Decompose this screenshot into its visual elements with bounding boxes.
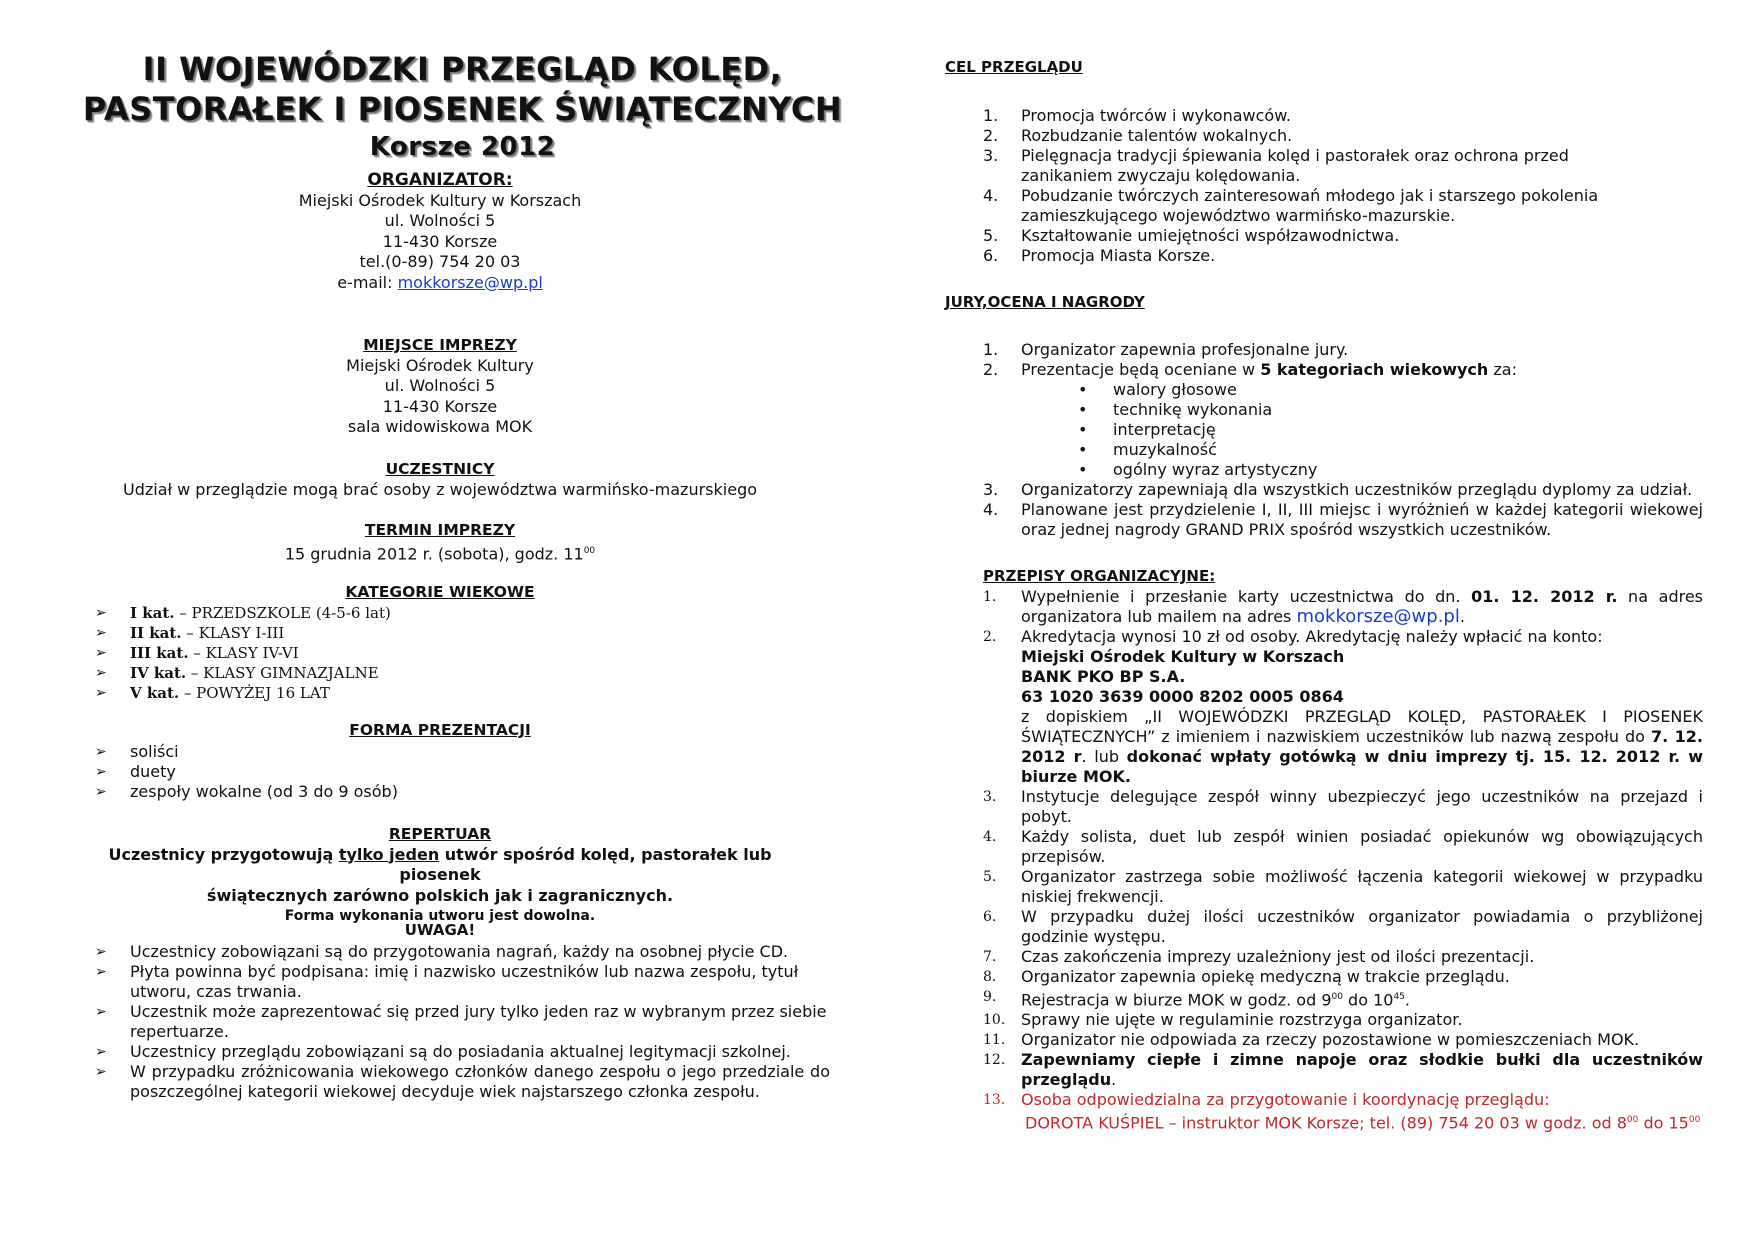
organizer-line: tel.(0-89) 754 20 03 bbox=[359, 252, 521, 271]
jury-heading: JURY,OCENA I NAGRODY bbox=[945, 293, 1145, 311]
arrow-bullet-icon: ➢ bbox=[95, 744, 107, 760]
arrow-bullet-icon: ➢ bbox=[95, 1064, 107, 1080]
category-item: ➢ IV kat. – KLASY GIMNAZJALNE bbox=[95, 664, 379, 682]
jury-item: 3. Organizatorzy zapewniają dla wszystkich uczestników przeglądu dyplomy za udział. bbox=[983, 480, 1693, 499]
note-item: ➢ Uczestnicy przeglądu zobowiązani są do posiadania aktualnej legitymacji szkolnej. bbox=[95, 1042, 791, 1061]
criteria-item: • interpretację bbox=[1113, 420, 1703, 440]
form-item: ➢ soliści bbox=[95, 742, 179, 761]
form-heading: FORMA PREZENTACJI bbox=[349, 721, 531, 739]
note-item: ➢ Uczestnik może zaprezentować się przed jury tylko jeden raz w wybranym przez siebie repertuarze. bbox=[95, 1002, 827, 1041]
rule-item: 5. Organizator zastrzega sobie możliwość łączenia kategorii wiekowej w przypadku niskiej frekwencji. bbox=[983, 867, 1703, 906]
venue-line: sala widowiskowa MOK bbox=[347, 417, 533, 436]
organizer-line: 11-430 Korsze bbox=[382, 231, 498, 251]
rules-list bbox=[983, 587, 1703, 1134]
rule-item: 7. Czas zakończenia imprezy uzależniony jest od ilości prezentacji. bbox=[983, 947, 1535, 966]
jury-list bbox=[983, 340, 1703, 540]
organizer-heading: ORGANIZATOR: bbox=[367, 170, 513, 190]
criteria-list bbox=[983, 380, 1703, 480]
jury-item: 4. Planowane jest przydzielenie I, II, III miejsc i wyróżnień w każdej kategorii wiekowej oraz jednej nagrody GRAND PRIX spośród wszystkich uczestników. bbox=[983, 500, 1703, 539]
arrow-bullet-icon: ➢ bbox=[95, 964, 107, 980]
rule-item: 3. Instytucje delegujące zespół winny ubezpieczyć jego uczestników na przejazd i pobyt. bbox=[983, 787, 1703, 826]
goal-item: 4. Pobudzanie twórczych zainteresowań młodego jak i starszego pokolenia zamieszkującego województwo warmińsko-mazurskie. bbox=[983, 186, 1599, 225]
arrow-bullet-icon: ➢ bbox=[95, 625, 107, 641]
notes-heading-wrap bbox=[95, 920, 785, 941]
note-item: ➢ Płyta powinna być podpisana: imię i nazwisko uczestników lub nazwa zespołu, tytuł utworu, czas trwania. bbox=[95, 962, 799, 1001]
email-label: e-mail: bbox=[337, 272, 398, 292]
rule-item: 13. Osoba odpowiedzialna za przygotowanie i koordynację przeglądu: DOROTA KUŚPIEL – instruktor MOK Korsze; tel. (89) 754 20 03 w godz. od $8^{00}$ do $15^{00}$ bbox=[983, 1090, 1701, 1133]
arrow-bullet-icon: ➢ bbox=[95, 645, 107, 661]
date-sup: 00 bbox=[583, 545, 596, 556]
category-item: ➢ V kat. – POWYŻEJ 16 LAT bbox=[95, 684, 330, 702]
note-item: ➢ Uczestnicy zobowiązani są do przygotowania nagrań, każdy na osobnej płycie CD. bbox=[95, 942, 789, 961]
participants-heading: UCZESTNICY bbox=[385, 460, 495, 478]
rule-item: 1. Wypełnienie i przesłanie karty uczestnictwa do dn. 01. 12. 2012 r. na adres organizatora lub mailem na adres mokkorsze@wp.pl. bbox=[983, 587, 1703, 627]
form-list bbox=[95, 742, 830, 802]
goals-heading: CEL PRZEGLĄDU bbox=[945, 58, 1083, 76]
rules-email-link[interactable]: mokkorsze@wp.pl bbox=[1296, 606, 1460, 627]
rule-item: 10. Sprawy nie ujęte w regulaminie rozstrzyga organizator. bbox=[983, 1010, 1463, 1030]
arrow-bullet-icon: ➢ bbox=[95, 1004, 107, 1020]
venue-line: 11-430 Korsze bbox=[382, 396, 498, 416]
arrow-bullet-icon: ➢ bbox=[95, 764, 107, 780]
goal-item: 1. Promocja twórców i wykonawców. bbox=[983, 106, 1291, 125]
categories-heading: KATEGORIE WIEKOWE bbox=[345, 583, 535, 601]
categories-heading-wrap bbox=[95, 582, 785, 603]
rules-heading: PRZEPISY ORGANIZACYJNE: bbox=[983, 567, 1216, 585]
arrow-bullet-icon: ➢ bbox=[95, 685, 107, 701]
rule-item: 6. W przypadku dużej ilości uczestników organizator powiadamia o przybliżonej godzinie występu. bbox=[983, 907, 1703, 946]
criteria-item: • walory głosowe bbox=[1113, 380, 1703, 400]
rule-item: 4. Każdy solista, duet lub zespół winien posiadać opiekunów wg obowiązujących przepisów. bbox=[983, 827, 1703, 866]
category-item: ➢ I kat. – PRZEDSZKOLE (4-5-6 lat) bbox=[95, 604, 391, 622]
categories-list bbox=[95, 603, 830, 703]
participants-text: Udział w przeglądzie mogą brać osoby z województwa warmińsko-mazurskiego bbox=[122, 479, 758, 499]
jury-item: 2. Prezentacje będą oceniane w 5 kategoriach wiekowych za: bbox=[983, 360, 1517, 379]
repertoire-line-2: świątecznych zarówno polskich jak i zagranicznych. bbox=[206, 885, 674, 905]
goal-item: 5. Kształtowanie umiejętności współzawodnictwa. bbox=[983, 226, 1400, 245]
venue-section bbox=[95, 335, 785, 438]
participants-section bbox=[95, 459, 785, 500]
rule-item: 8. Organizator zapewnia opiekę medyczną w trakcie przeglądu. bbox=[983, 967, 1510, 986]
title-line-3: Korsze 2012 bbox=[369, 132, 556, 162]
rule-item: 11. Organizator nie odpowiada za rzeczy pozostawione w pomieszczeniach MOK. bbox=[983, 1030, 1640, 1050]
notes-heading: UWAGA! bbox=[404, 921, 476, 939]
repertoire-heading: REPERTUAR bbox=[388, 825, 492, 843]
repertoire-line-3: Forma wykonania utworu jest dowolna. bbox=[284, 908, 596, 924]
category-item: ➢ III kat. – KLASY IV-VI bbox=[95, 644, 299, 662]
goal-item: 2. Rozbudzanie talentów wokalnych. bbox=[983, 126, 1293, 145]
note-item: ➢ W przypadku zróżnicowania wiekowego członków danego zespołu o jego przedziale do poszczególnej kategorii wiekowej decyduje wiek najstarszego członka zespołu. bbox=[95, 1062, 830, 1101]
organizer-line: ul. Wolności 5 bbox=[384, 211, 496, 230]
venue-heading: MIEJSCE IMPREZY bbox=[363, 336, 517, 354]
title-line-1: II WOJEWÓDZKI PRZEGLĄD KOLĘD, bbox=[142, 50, 783, 88]
rule-item: 12. Zapewniamy ciepłe i zimne napoje oraz słodkie bułki dla uczestników przeglądu. bbox=[983, 1050, 1703, 1090]
organizer-section bbox=[95, 170, 785, 293]
date-text bbox=[95, 541, 785, 565]
goal-item: 6. Promocja Miasta Korsze. bbox=[983, 246, 1216, 265]
venue-line: ul. Wolności 5 bbox=[384, 376, 496, 395]
rule-item: 9. Rejestracja w biurze MOK w godz. od $9^{00}$ do $10^{45}$. bbox=[983, 989, 1410, 1010]
date-heading: TERMIN IMPREZY bbox=[364, 521, 516, 539]
arrow-bullet-icon: ➢ bbox=[95, 665, 107, 681]
form-item: ➢ zespoły wokalne (od 3 do 9 osób) bbox=[95, 782, 398, 801]
date-value: 15 grudnia 2012 r. (sobota), godz. 11 bbox=[284, 543, 584, 563]
criteria-item: • technikę wykonania bbox=[1113, 400, 1703, 420]
notes-list bbox=[95, 942, 830, 1102]
venue-line: Miejski Ośrodek Kultury bbox=[346, 355, 534, 375]
jury-item: 1. Organizator zapewnia profesjonalne jury. bbox=[983, 340, 1349, 359]
criteria-item: • ogólny wyraz artystyczny bbox=[1113, 460, 1703, 480]
goal-item: 3. Pielęgnacja tradycji śpiewania kolęd i pastorałek oraz ochrona przed zanikaniem zwyczaju kolędowania. bbox=[983, 146, 1569, 185]
email-link[interactable]: mokkorsze@wp.pl bbox=[397, 272, 543, 292]
organizer-line: Miejski Ośrodek Kultury w Korszach bbox=[298, 190, 582, 210]
criteria-item: • muzykalność bbox=[1113, 440, 1703, 460]
organizer-email-line bbox=[95, 273, 785, 294]
rule-item: 2. Akredytacja wynosi 10 zł od osoby. Akredytację należy wpłacić na konto: Miejski Ośrodek Kultury w Korszach BANK PKO BP S.A. 63 1020 3639 0000 8202 0005 0864 z dopiskiem „II WOJEWÓDZKI PRZEGLĄD KOLĘD, PASTORAŁEK I PIOSENEK ŚWIĄTECZNYCH” z imieniem i nazwiskiem uczestników lub nazwą zespołu do 7. 12. 2012 r. lub dokonać wpłaty gotówką w dniu imprezy tj. 15. 12. 2012 r. w biurze MOK. bbox=[983, 627, 1704, 786]
arrow-bullet-icon: ➢ bbox=[95, 944, 107, 960]
repertoire-line-1: Uczestnicy przygotowują tylko jeden utwór spośród kolęd, pastorałek lub piosenek bbox=[108, 844, 772, 884]
date-section bbox=[95, 520, 785, 564]
category-item: ➢ II kat. – KLASY I-III bbox=[95, 624, 285, 642]
goals-list bbox=[983, 106, 1643, 266]
form-heading-wrap bbox=[95, 720, 785, 741]
form-item: ➢ duety bbox=[95, 762, 176, 781]
arrow-bullet-icon: ➢ bbox=[95, 1044, 107, 1060]
arrow-bullet-icon: ➢ bbox=[95, 784, 107, 800]
arrow-bullet-icon: ➢ bbox=[95, 605, 107, 621]
repertoire-section bbox=[95, 824, 785, 927]
title-line-2: PASTORAŁEK I PIOSENEK ŚWIĄTECZNYCH bbox=[82, 90, 843, 128]
